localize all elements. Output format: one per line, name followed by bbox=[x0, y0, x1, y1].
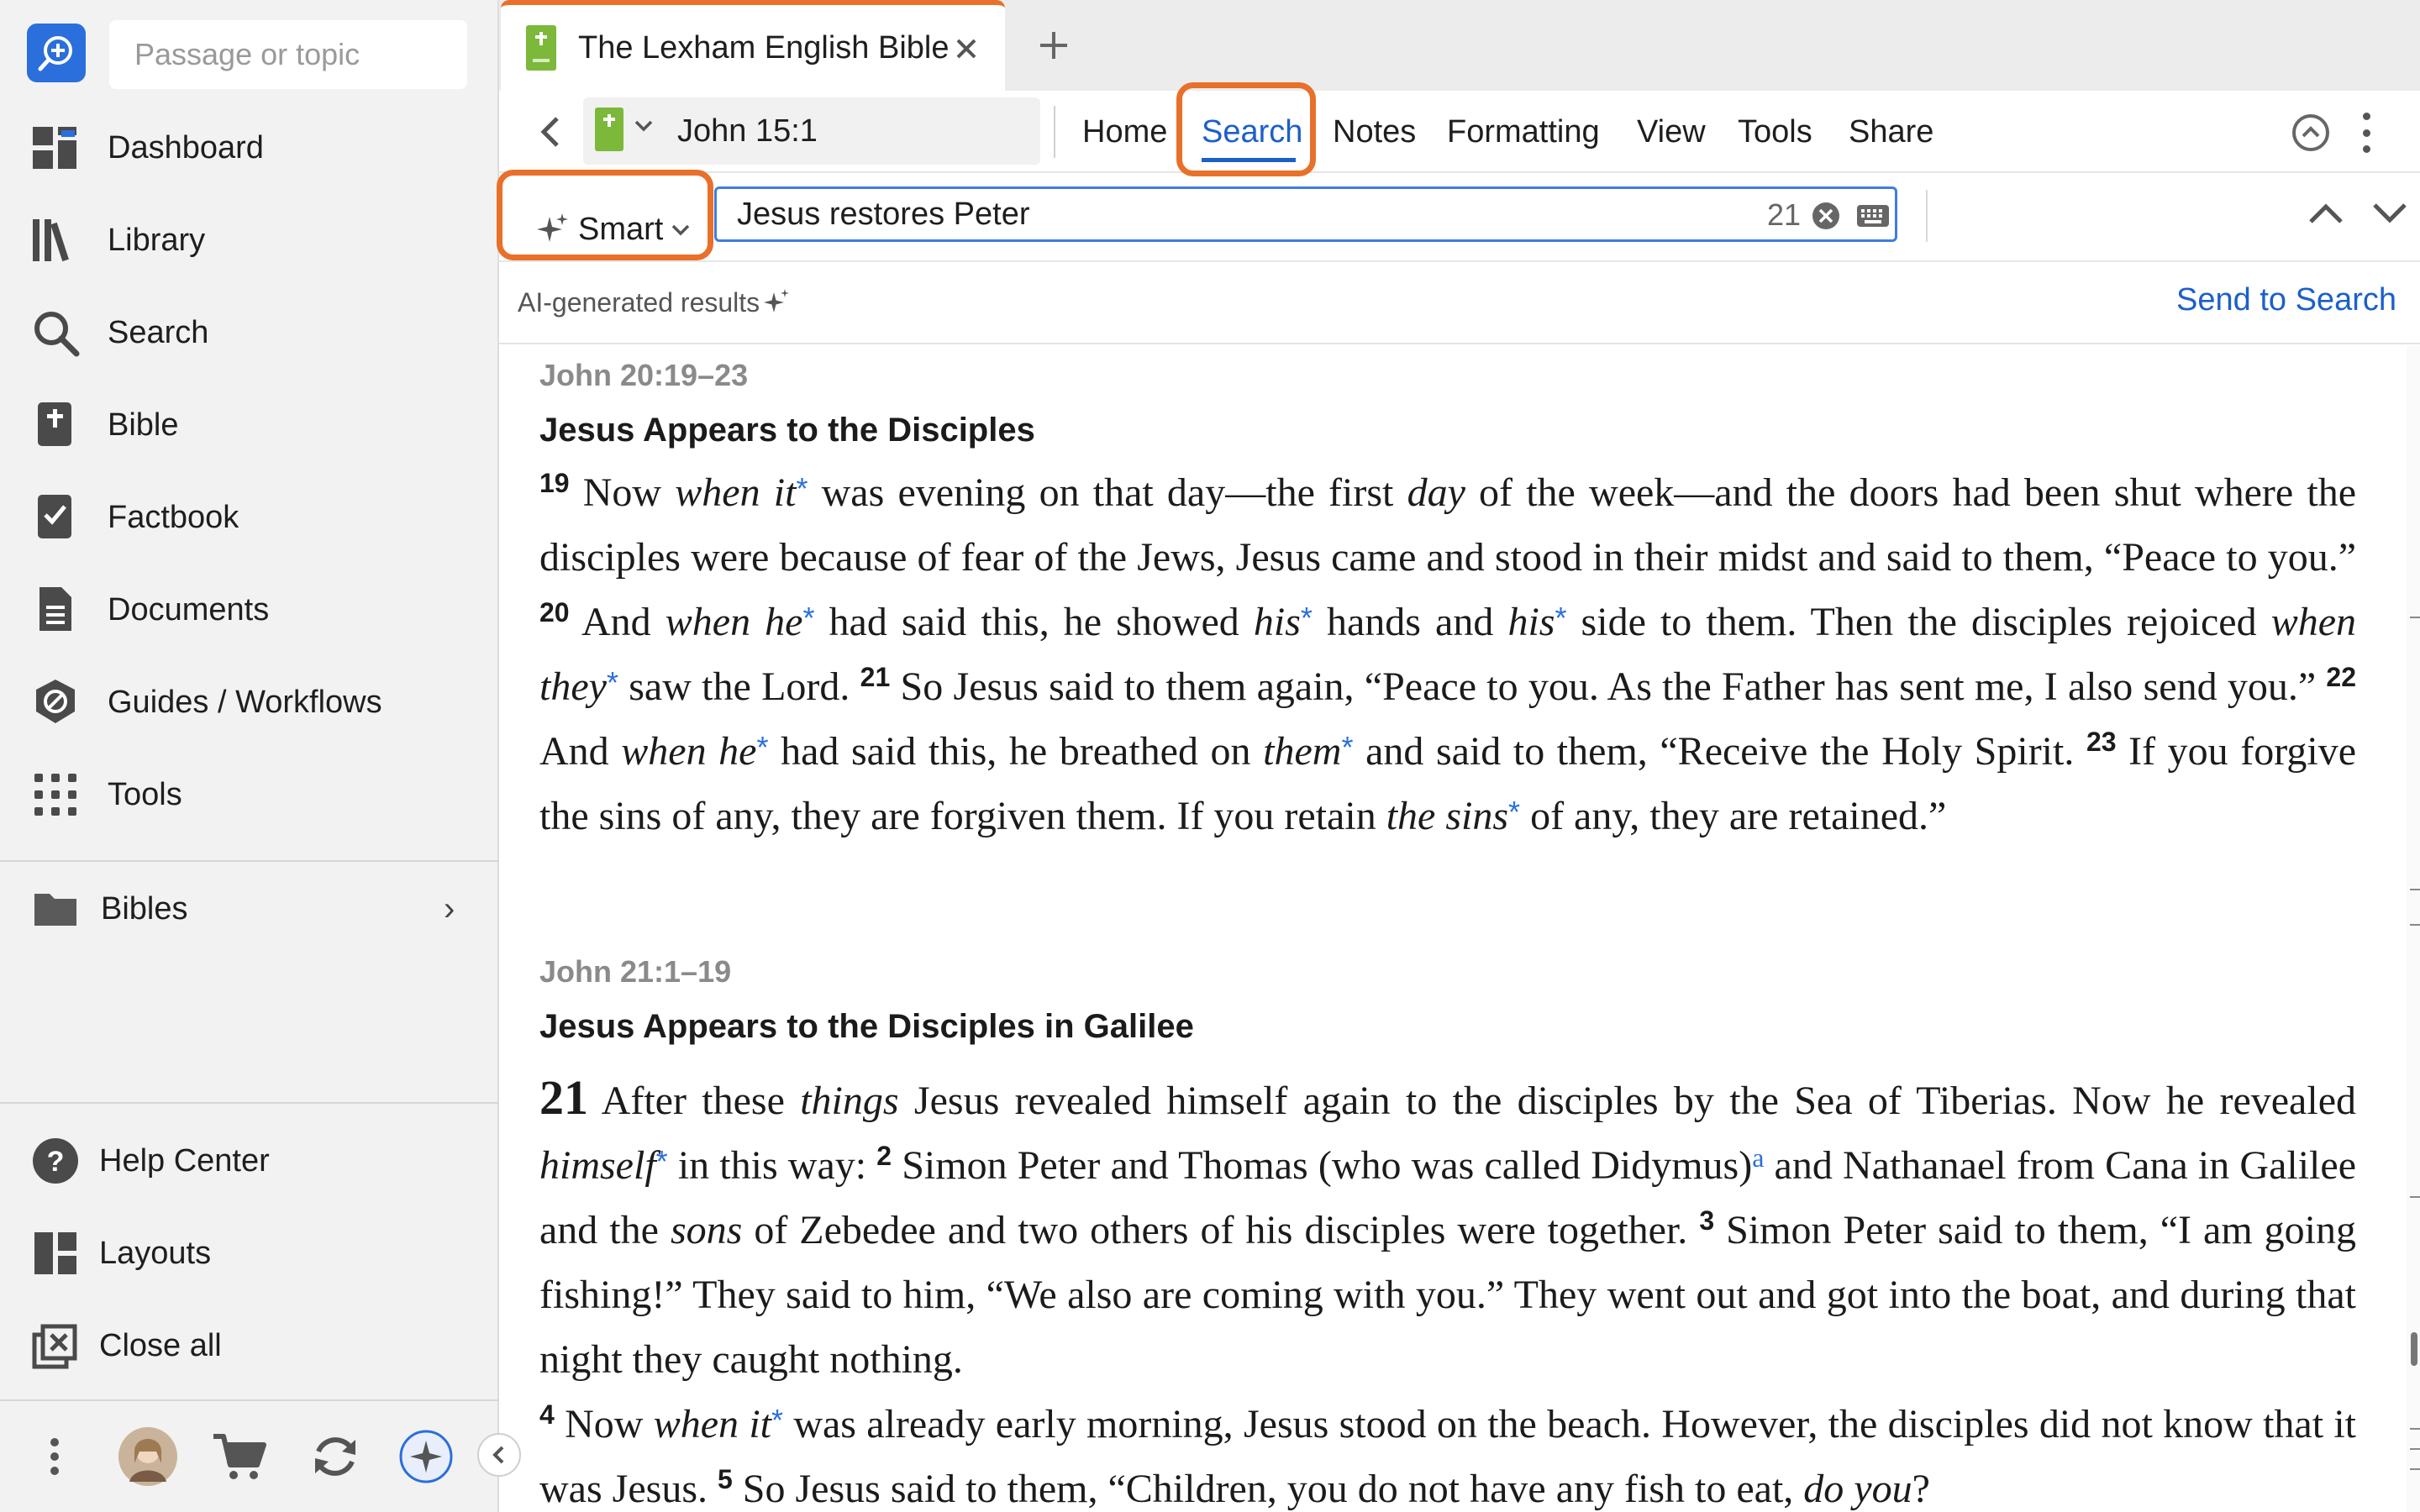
verse-text: and Nathanael from Cana in Galilee and the bbox=[539, 1143, 2357, 1252]
tab-home[interactable]: Home bbox=[1082, 113, 1168, 150]
italic-text: when it bbox=[675, 470, 797, 515]
verse-text: hands and bbox=[1312, 600, 1508, 644]
sparkle-icon bbox=[534, 212, 570, 251]
scroll-marker bbox=[2410, 1468, 2420, 1470]
tab-view[interactable]: View bbox=[1637, 113, 1706, 150]
clear-search-icon[interactable] bbox=[1811, 201, 1841, 231]
chevron-down-icon bbox=[671, 223, 691, 241]
search-mode-label: Smart bbox=[578, 211, 664, 247]
results-list bbox=[499, 346, 2407, 1512]
sidebar-item-search[interactable] bbox=[0, 291, 499, 375]
italic-text: when they bbox=[539, 600, 2357, 709]
tab-share[interactable]: Share bbox=[1849, 113, 1934, 150]
scroll-marker bbox=[2410, 924, 2420, 926]
sidebar-folder-bibles[interactable] bbox=[0, 867, 499, 951]
verse-number: 22 bbox=[2326, 662, 2357, 692]
search-bar-divider bbox=[1926, 190, 1928, 242]
italic-text: sons bbox=[670, 1208, 743, 1252]
verse-text: Now bbox=[569, 470, 676, 515]
sparkle-icon bbox=[761, 287, 792, 318]
verse-text: If you forgive the sins of any, they are forgiven them. If you retain bbox=[539, 729, 2357, 838]
chapter-number: 21 bbox=[539, 1070, 588, 1125]
tab-bar bbox=[499, 0, 2420, 91]
verse-text: saw the Lord. bbox=[618, 664, 860, 709]
help-center-button[interactable] bbox=[0, 1119, 499, 1203]
passage-text bbox=[539, 460, 2356, 848]
previous-result-icon[interactable] bbox=[2306, 197, 2346, 230]
scroll-marker bbox=[2410, 1428, 2420, 1430]
sidebar-item-tools[interactable] bbox=[0, 753, 499, 837]
sidebar-item-label: Bible bbox=[108, 407, 179, 443]
guides-icon bbox=[30, 677, 81, 727]
verse-text: After these bbox=[588, 1079, 801, 1123]
verse-text: Jesus revealed himself again to the disciples by the Sea of Tiberias. Now he revealed bbox=[898, 1079, 2356, 1123]
reference-box[interactable] bbox=[583, 97, 1040, 165]
next-result-icon[interactable] bbox=[2370, 197, 2410, 230]
italic-text: when he bbox=[665, 600, 803, 644]
footnote-marker[interactable]: * bbox=[1300, 601, 1313, 635]
search-field bbox=[714, 186, 1897, 242]
more-vertical-icon[interactable] bbox=[2356, 108, 2376, 158]
verse-number: 4 bbox=[539, 1399, 555, 1430]
sidebar-item-label: Dashboard bbox=[108, 129, 264, 165]
tab-tools[interactable]: Tools bbox=[1738, 113, 1812, 150]
dashboard-icon bbox=[30, 123, 81, 173]
pericope-heading: Jesus Appears to the Disciples bbox=[539, 412, 1035, 449]
chevron-down-icon[interactable] bbox=[634, 119, 654, 137]
sidebar bbox=[0, 0, 499, 1512]
help-icon bbox=[30, 1136, 81, 1186]
sidebar-item-factbook[interactable] bbox=[0, 475, 499, 559]
search-icon bbox=[30, 307, 81, 358]
sidebar-item-library[interactable] bbox=[0, 198, 499, 282]
italic-text: his bbox=[1253, 600, 1301, 644]
italic-text: them bbox=[1263, 729, 1342, 774]
layouts-icon bbox=[30, 1228, 81, 1278]
bible-book-icon bbox=[526, 25, 556, 75]
close-all-label: Close all bbox=[99, 1327, 222, 1363]
verse-text: was already early morning, Jesus stood on the beach. However, the disciples did not know that it was Jesus. bbox=[539, 1402, 2357, 1511]
bible-icon bbox=[30, 400, 81, 450]
sidebar-folder-label: Bibles bbox=[101, 890, 188, 927]
tab-search[interactable]: Search bbox=[1202, 113, 1303, 150]
scrollbar[interactable] bbox=[2407, 346, 2420, 1512]
svg-text:?: ? bbox=[46, 1146, 65, 1178]
tab-notes[interactable]: Notes bbox=[1333, 113, 1417, 150]
search-mode-dropdown[interactable] bbox=[519, 200, 692, 259]
footnote-letter-link[interactable]: a bbox=[1752, 1142, 1765, 1173]
more-options-icon[interactable] bbox=[34, 1401, 76, 1512]
sidebar-divider bbox=[0, 1102, 499, 1104]
footnote-marker[interactable]: * bbox=[1508, 795, 1521, 829]
result-reference-link[interactable]: John 21:1–19 bbox=[539, 954, 732, 989]
verse-number: 19 bbox=[539, 468, 570, 498]
help-center-label: Help Center bbox=[99, 1142, 270, 1179]
scroll-marker bbox=[2410, 889, 2420, 890]
footnote-marker[interactable]: * bbox=[1555, 601, 1567, 635]
cart-icon[interactable] bbox=[210, 1401, 269, 1512]
panel-toolbar bbox=[499, 91, 2420, 173]
folder-icon bbox=[30, 884, 81, 934]
verse-number: 23 bbox=[2086, 727, 2117, 757]
verse-number: 3 bbox=[1699, 1205, 1715, 1236]
sidebar-divider bbox=[0, 860, 499, 862]
sidebar-item-documents[interactable] bbox=[0, 568, 499, 652]
sidebar-item-label: Tools bbox=[108, 776, 182, 812]
italic-text: his bbox=[1507, 600, 1555, 644]
reference-text: John 15:1 bbox=[677, 113, 818, 149]
verse-text: and said to them, “Receive the Holy Spirit. bbox=[1353, 729, 2086, 774]
close-all-button[interactable] bbox=[0, 1304, 499, 1388]
verse-text: had said this, he showed bbox=[814, 600, 1254, 644]
result-reference-link[interactable]: John 20:19–23 bbox=[539, 358, 749, 392]
footnote-marker[interactable]: * bbox=[771, 1403, 784, 1437]
italic-text: day bbox=[1407, 470, 1465, 515]
collapse-sidebar-button[interactable] bbox=[477, 1433, 521, 1477]
verse-number: 20 bbox=[539, 597, 570, 627]
search-input[interactable] bbox=[737, 191, 1661, 238]
footnote-marker[interactable]: * bbox=[756, 730, 769, 764]
library-icon bbox=[30, 215, 81, 265]
footnote-marker[interactable]: * bbox=[802, 601, 815, 635]
verse-number: 21 bbox=[860, 662, 891, 692]
footnote-marker[interactable]: * bbox=[1341, 730, 1354, 764]
send-to-search-link[interactable]: Send to Search bbox=[2176, 282, 2396, 318]
layouts-button[interactable] bbox=[0, 1211, 499, 1295]
footnote-marker[interactable]: * bbox=[796, 471, 808, 506]
passage-search-input[interactable] bbox=[109, 20, 467, 89]
verse-text: was evening on that day—the first bbox=[808, 470, 1407, 515]
toolbar-divider bbox=[1054, 106, 1055, 158]
scroll-marker bbox=[2410, 1448, 2420, 1450]
verse-number: 5 bbox=[718, 1464, 733, 1494]
ai-results-row bbox=[499, 262, 2420, 344]
keyboard-icon[interactable] bbox=[1856, 204, 1890, 228]
scroll-marker bbox=[2410, 617, 2420, 618]
verse-text: And bbox=[569, 600, 666, 644]
verse-number: 2 bbox=[876, 1141, 892, 1171]
verse-text: of Zebedee and two others of his disciples were together. bbox=[742, 1208, 1700, 1252]
sidebar-item-label: Documents bbox=[108, 591, 270, 627]
tab-formatting[interactable]: Formatting bbox=[1447, 113, 1600, 150]
italic-text: the sins bbox=[1386, 794, 1509, 838]
documents-icon bbox=[30, 585, 81, 635]
close-all-icon bbox=[30, 1320, 81, 1371]
verse-text: side to them. Then the disciples rejoiced bbox=[1566, 600, 2271, 644]
verse-text: ? bbox=[1912, 1467, 1930, 1511]
verse-text: So Jesus said to them, “Children, you do not have any fish to eat, bbox=[732, 1467, 1804, 1511]
ai-assistant-icon[interactable] bbox=[397, 1401, 455, 1512]
chevron-right-icon: › bbox=[444, 890, 455, 927]
sidebar-item-label: Factbook bbox=[108, 499, 239, 535]
main-panel bbox=[499, 0, 2420, 1512]
factbook-icon bbox=[30, 492, 81, 543]
verse-text: of any, they are retained.” bbox=[1520, 794, 1947, 838]
layouts-label: Layouts bbox=[99, 1235, 212, 1271]
scrollbar-thumb[interactable] bbox=[2411, 1332, 2417, 1366]
sidebar-item-label: Search bbox=[108, 314, 209, 350]
search-bar bbox=[499, 175, 2420, 262]
sidebar-item-bible[interactable] bbox=[0, 383, 499, 467]
italic-text: things bbox=[800, 1079, 899, 1123]
app-logo-icon[interactable] bbox=[27, 24, 86, 82]
sidebar-footer bbox=[0, 1401, 499, 1512]
scroll-marker bbox=[2410, 1196, 2420, 1198]
verse-text: of the week—and the doors had been shut where the disciples were because of fear of the Jews, Jesus came and stood in their midst and said to them, “Peace to you.” bbox=[539, 470, 2356, 580]
verse-text: in this way: bbox=[667, 1143, 877, 1188]
verse-text: Now bbox=[554, 1402, 654, 1446]
pericope-heading: Jesus Appears to the Disciples in Galilee bbox=[539, 1008, 1194, 1045]
verse-text: Simon Peter said to them, “I am going fishing!” They said to him, “We also are coming with you.” They went out and got into the boat, and during that night they caught nothing. bbox=[539, 1208, 2357, 1382]
sidebar-item-dashboard[interactable] bbox=[0, 106, 499, 190]
close-tab-icon[interactable] bbox=[953, 35, 980, 62]
sidebar-item-label: Library bbox=[108, 222, 206, 258]
collapse-up-icon[interactable] bbox=[2291, 113, 2331, 153]
bible-book-icon bbox=[595, 108, 623, 155]
tab-title: The Lexham English Bible bbox=[578, 29, 950, 66]
ai-results-label: AI-generated results bbox=[518, 287, 760, 318]
avatar[interactable] bbox=[116, 1401, 180, 1512]
footnote-marker[interactable]: * bbox=[606, 665, 618, 700]
sync-icon[interactable] bbox=[306, 1401, 365, 1512]
verse-text: had said this, he breathed on bbox=[768, 729, 1264, 774]
passage-text bbox=[539, 1065, 2356, 1512]
verse-text: And bbox=[539, 729, 622, 774]
italic-text: when he bbox=[621, 729, 757, 774]
new-tab-plus-icon[interactable] bbox=[1030, 22, 1077, 69]
verse-text: Simon Peter and Thomas (who was called Didymus) bbox=[892, 1143, 1753, 1188]
italic-text: himself bbox=[539, 1143, 656, 1188]
italic-text: do you bbox=[1803, 1467, 1912, 1511]
sidebar-item-label: Guides / Workflows bbox=[108, 684, 382, 720]
tools-grid-icon bbox=[30, 769, 81, 820]
tab-lexham-english-bible[interactable] bbox=[501, 0, 1005, 91]
italic-text: when it bbox=[653, 1402, 772, 1446]
active-tab-underline bbox=[1202, 158, 1296, 162]
result-count: 21 bbox=[1767, 197, 1802, 232]
back-arrow-icon[interactable] bbox=[529, 109, 571, 155]
footnote-marker[interactable]: * bbox=[655, 1144, 668, 1179]
verse-text: So Jesus said to them again, “Peace to you. As the Father has sent me, I also send you.” bbox=[890, 664, 2327, 709]
sidebar-item-guides[interactable] bbox=[0, 660, 499, 744]
